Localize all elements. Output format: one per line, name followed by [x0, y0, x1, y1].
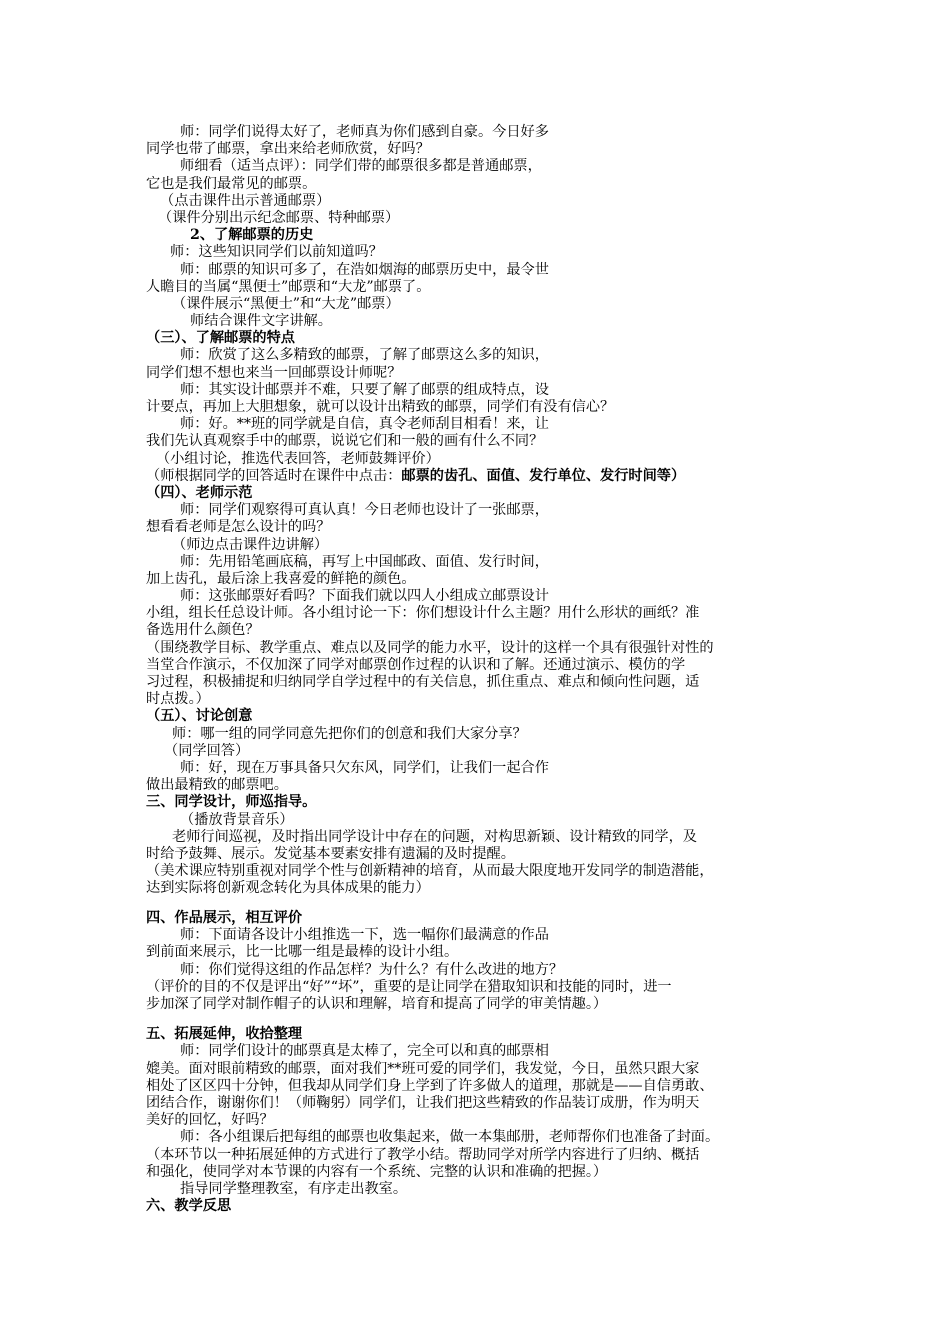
text-line: 想看看老师是怎么设计的吗？ [146, 519, 331, 535]
text-line: 同学也带了邮票，拿出来给老师欣赏，好吗？ [146, 141, 430, 157]
text-line: （本环节以一种拓展延伸的方式进行了教学小结。帮助同学对所学内容进行了归纳、概括 [146, 1147, 700, 1163]
text-line: （课件展示“黑便士”和“大龙”邮票） [172, 296, 400, 312]
text-line: 师结合课件文字讲解。 [190, 313, 332, 329]
text-line: 它也是我们最常见的邮票。 [146, 176, 317, 192]
section-heading: 六、教学反思 [146, 1198, 232, 1214]
text-line: 老师行间巡视，及时指出同学设计中存在的问题，对构思新颖、设计精致的同学，及 [172, 829, 697, 845]
text-line: （课件分别出示纪念邮票、特种邮票） [158, 210, 400, 226]
text-line: 备选用什么颜色？ [146, 622, 260, 638]
text-line: 师：同学们观察得可真认真！今日老师也设计了一张邮票， [180, 502, 549, 518]
text-line: 师：好，现在万事具备只欠东风，同学们，让我们一起合作 [180, 760, 549, 776]
section-heading: 2、了解邮票的历史 [190, 227, 314, 243]
text-line: 达到实际将创新观念转化为具体成果的能力） [146, 880, 430, 896]
text-line: 师：先用铅笔画底稿，再写上中国邮政、面值、发行时间， [180, 554, 549, 570]
text-line: 师：同学们设计的邮票真是太棒了，完全可以和真的邮票相 [180, 1043, 549, 1059]
text-line: （小组讨论，推选代表回答，老师鼓舞评价） [156, 451, 440, 467]
text-line: 相处了区区四十分钟，但我却从同学们身上学到了许多做人的道理，那就是——自信勇敢、 [146, 1078, 714, 1094]
text-line: 美好的回忆，好吗？ [146, 1112, 274, 1128]
text-line: （师边点击课件边讲解） [172, 537, 329, 553]
text-line: 习过程，积极捕捉和归纳同学自学过程中的有关信息，抓住重点、难点和倾向性问题，适 [146, 674, 700, 690]
text-line: 师：这张邮票好看吗？下面我们就以四人小组成立邮票设计 [180, 588, 549, 604]
text-line: 我们先认真观察手中的邮票，说说它们和一般的画有什么不同？ [146, 433, 544, 449]
text-line: 媲美。面对眼前精致的邮票，面对我们**班可爱的同学们，我发觉，今日，虽然只跟大家 [146, 1061, 700, 1077]
section-heading: 五、拓展延伸，收拾整理 [146, 1026, 303, 1042]
text-line: 小组，组长任总设计师。各小组讨论一下：你们想设计什么主题？用什么形状的画纸？准 [146, 605, 700, 621]
text-line: 人瞻目的当属“黑便士”邮票和“大龙”邮票了。 [146, 279, 431, 295]
text-line: 师：同学们说得太好了，老师真为你们感到自豪。今日好多 [180, 124, 549, 140]
text-line: 师：欣赏了这么多精致的邮票，了解了邮票这么多的知识， [180, 347, 549, 363]
text-line: （点击课件出示普通邮票） [160, 193, 331, 209]
text-line: 师：下面请各设计小组推选一下，选一幅你们最满意的作品 [180, 927, 549, 943]
section-heading: 四、作品展示，相互评价 [146, 910, 303, 926]
text-line: 和强化，使同学对本节课的内容有一个系统、完整的认识和准确的把握。） [146, 1164, 608, 1180]
text-line: 指导同学整理教室，有序走出教室。 [180, 1181, 408, 1197]
text-line: 步加深了同学对制作帽子的认识和理解，培育和提高了同学的审美情趣。） [146, 996, 608, 1012]
text-line: （围绕教学目标、教学重点、难点以及同学的能力水平，设计的这样一个具有很强针对性的 [146, 640, 714, 656]
text-line: 师：邮票的知识可多了，在浩如烟海的邮票历史中，最令世 [180, 262, 549, 278]
text-line: 师细看（适当点评）：同学们带的邮票很多都是普通邮票， [180, 158, 542, 174]
text-line: （美术课应特别重视对同学个性与创新精神的培育，从而最大限度地开发同学的制造潜能， [146, 863, 714, 879]
text-line: 师：各小组课后把每组的邮票也收集起来，做一本集邮册，老师帮你们也准备了封面。 [180, 1129, 720, 1145]
text-line: 当堂合作演示，不仅加深了同学对邮票创作过程的认识和了解。还通过演示、模仿的学 [146, 657, 686, 673]
text-line: 时点拨。） [146, 691, 210, 707]
text-line [146, 468, 685, 485]
text-line: 师：好。**班的同学就是自信，真令老师刮目相看！来，让 [180, 416, 549, 432]
text-line: （同学回答） [164, 743, 250, 759]
text-line: （播放背景音乐） [180, 812, 294, 828]
text-line: 加上齿孔，最后涂上我喜爱的鲜艳的颜色。 [146, 571, 416, 587]
text-line: （评价的目的不仅是评出“好”“坏”，重要的是让同学在猎取知识和技能的同时，进一 [146, 979, 672, 995]
text-line: 做出最精致的邮票吧。 [146, 777, 288, 793]
text-line: 师：其实设计邮票并不难，只要了解了邮票的组成特点，设 [180, 382, 549, 398]
text-line: 到前面来展示，比一比哪一组是最棒的设计小组。 [146, 944, 459, 960]
text-segment: （师根据同学的回答适时在课件中点击： [146, 468, 402, 484]
section-heading: （三）、了解邮票的特点 [146, 330, 295, 346]
section-heading: 三、同学设计，师巡指导。 [146, 794, 317, 810]
text-line: 时给予鼓舞、展示。发觉基本要素安排有遗漏的及时提醒。 [146, 846, 515, 862]
section-heading: （五）、讨论创意 [146, 708, 253, 724]
highlighted-text: 邮票的齿孔、面值、发行单位、发行时间等） [401, 468, 686, 484]
text-line: 同学们想不想也来当一回邮票设计师呢？ [146, 365, 402, 381]
section-heading: （四）、老师示范 [146, 485, 253, 501]
text-line: 师：你们觉得这组的作品怎样？为什么？有什么改进的地方？ [180, 962, 564, 978]
text-line: 师：哪一组的同学同意先把你们的创意和我们大家分享？ [172, 726, 527, 742]
text-line: 计要点，再加上大胆想象，就可以设计出精致的邮票，同学们有没有信心？ [146, 399, 615, 415]
text-line: 师：这些知识同学们以前知道吗？ [170, 244, 383, 260]
text-line: 团结合作，谢谢你们！（师鞠躬）同学们，让我们把这些精致的作品装订成册，作为明天 [146, 1095, 700, 1111]
